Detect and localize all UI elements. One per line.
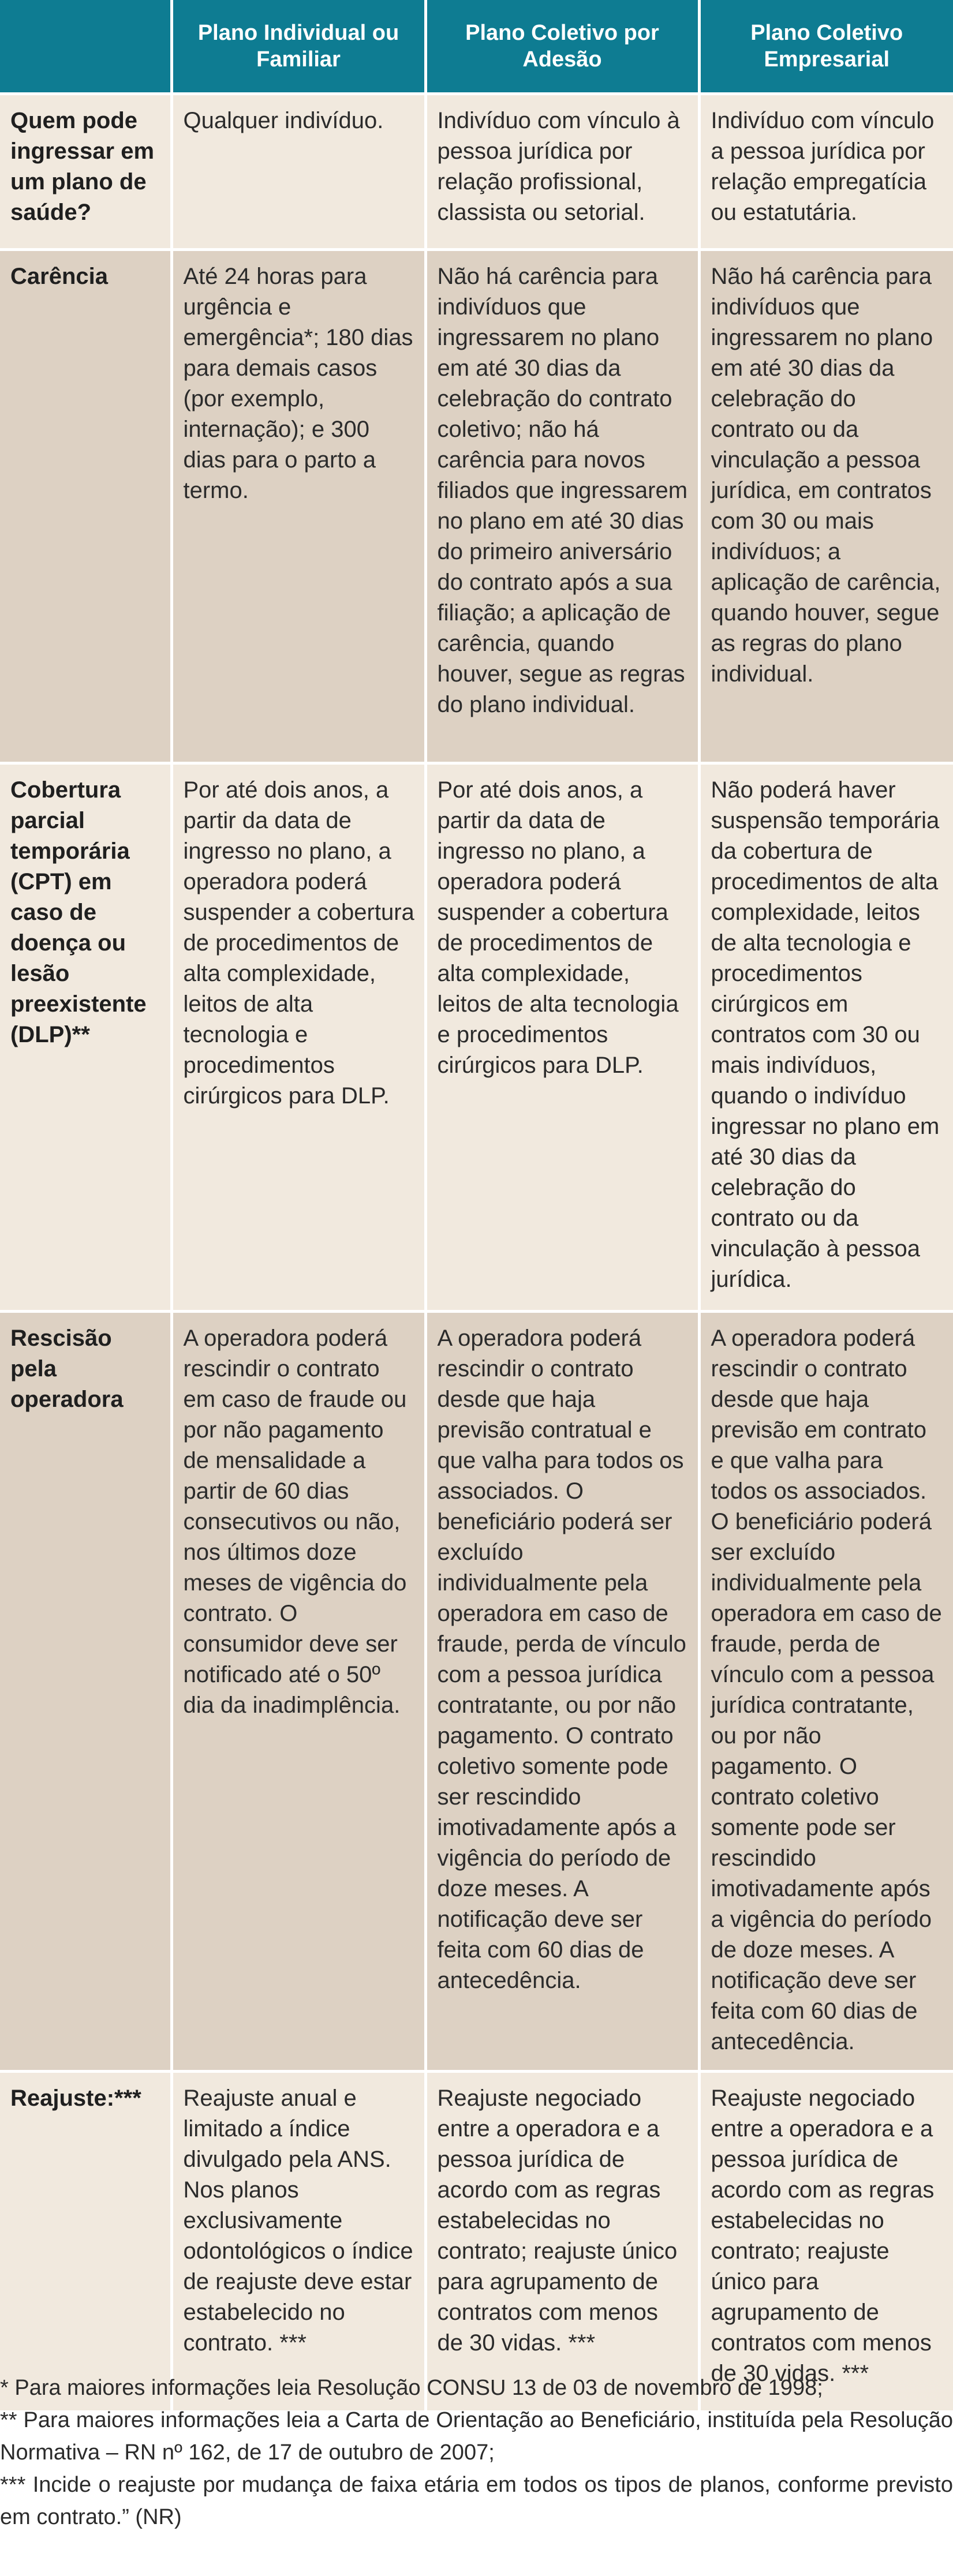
header-individual: Plano Individual ou Familiar bbox=[171, 0, 425, 94]
row-label: Carência bbox=[0, 250, 171, 763]
row-label: Reajuste:*** bbox=[0, 2072, 171, 2412]
cell-individual: A operadora poderá rescindir o contrato em caso de fraude ou por não pagamento de mensalidade a partir de 60 dias consecutivos ou não, nos últimos doze meses de vigência do contrato. O consumidor deve ser notificado até o 50º dia da inadimplência. bbox=[171, 1312, 425, 2072]
cell-empresarial: Não há carência para indivíduos que ingressarem no plano em até 30 dias da celebração do contrato ou da vinculação a pessoa jurídica, em contratos com 30 ou mais indivíduos; a aplicação de carência, quando houver, segue as regras do plano individual. bbox=[699, 250, 953, 763]
cell-empresarial: Reajuste negociado entre a operadora e a pessoa jurídica de acordo com as regras estabelecidas no contrato; reajuste único para agrupamento de contratos com menos de 30 vidas. *** bbox=[699, 2072, 953, 2412]
row-label: Cobertura parcial temporária (CPT) em caso de doença ou lesão preexistente (DLP)** bbox=[0, 763, 171, 1312]
table-row bbox=[0, 763, 953, 1312]
footnote-consu: * Para maiores informações leia Resolução CONSU 13 de 03 de novembro de 1998; bbox=[0, 2376, 823, 2400]
cell-individual: Por até dois anos, a partir da data de ingresso no plano, a operadora poderá suspender a cobertura de procedimentos de alta complexidade, leitos de alta tecnologia e procedimentos cirúrgicos para DLP. bbox=[171, 763, 425, 1312]
cell-individual: Reajuste anual e limitado a índice divulgado pela ANS. Nos planos exclusivamente odontológicos o índice de reajuste deve estar estabelecido no contrato. *** bbox=[171, 2072, 425, 2412]
table-row bbox=[0, 94, 953, 250]
cell-empresarial: Não poderá haver suspensão temporária da cobertura de procedimentos de alta complexidade, leitos de alta tecnologia e procedimentos cirúrgicos em contratos com 30 ou mais indivíduos, quando o indivíduo ingressar no plano em até 30 dias da celebração do contrato ou da vinculação à pessoa jurídica. bbox=[699, 763, 953, 1312]
row-label: Rescisão pela operadora bbox=[0, 1312, 171, 2072]
table-row bbox=[0, 250, 953, 763]
cell-adesao: Não há carência para indivíduos que ingressarem no plano em até 30 dias da celebração do contrato coletivo; não há carência para novos filiados que ingressarem no plano em até 30 dias do primeiro aniversário do contrato após a sua filiação; a aplicação de carência, quando houver, segue as regras do plano individual. bbox=[425, 250, 699, 763]
footnote-reajuste-faixa-etaria: *** Incide o reajuste por mudança de faixa etária em todos os tipos de planos, conforme previsto em contrato.” (NR) bbox=[0, 2473, 953, 2529]
cell-adesao: Reajuste negociado entre a operadora e a pessoa jurídica de acordo com as regras estabelecidas no contrato; reajuste único para agrupamento de contratos com menos de 30 vidas. *** bbox=[425, 2072, 699, 2412]
cell-empresarial: Indivíduo com vínculo a pessoa jurídica por relação empregatícia ou estatutária. bbox=[699, 94, 953, 250]
header-adesao: Plano Coletivo por Adesão bbox=[425, 0, 699, 94]
cell-adesao: Indivíduo com vínculo à pessoa jurídica por relação profissional, classista ou setorial. bbox=[425, 94, 699, 250]
cell-individual: Até 24 horas para urgência e emergência*; 180 dias para demais casos (por exemplo, internação); e 300 dias para o parto a termo. bbox=[171, 250, 425, 763]
row-label: Quem pode ingressar em um plano de saúde? bbox=[0, 94, 171, 250]
footnote-carta-orientacao: ** Para maiores informações leia a Carta de Orientação ao Beneficiário, instituída pela Resolução Normativa – RN nº 162, de 17 de outubro de 2007; bbox=[0, 2408, 953, 2465]
table-row bbox=[0, 1312, 953, 2072]
cell-adesao: A operadora poderá rescindir o contrato desde que haja previsão contratual e que valha para todos os associados. O beneficiário poderá ser excluído individualmente pela operadora em caso de fraude, perda de vínculo com a pessoa jurídica contratante, ou por não pagamento. O contrato coletivo somente pode ser rescindido imotivadamente após a vigência do período de doze meses. A notificação deve ser feita com 60 dias de antecedência. bbox=[425, 1312, 699, 2072]
footnotes bbox=[0, 2372, 953, 2533]
table-row bbox=[0, 2072, 953, 2412]
cell-individual: Qualquer indivíduo. bbox=[171, 94, 425, 250]
header-corner bbox=[0, 0, 171, 94]
cell-adesao: Por até dois anos, a partir da data de ingresso no plano, a operadora poderá suspender a cobertura de procedimentos de alta complexidade, leitos de alta tecnologia e procedimentos cirúrgicos para DLP. bbox=[425, 763, 699, 1312]
cell-empresarial: A operadora poderá rescindir o contrato desde que haja previsão em contrato e que valha para todos os associados. O beneficiário poderá ser excluído individualmente pela operadora em caso de fraude, perda de vínculo com a pessoa jurídica contratante, ou por não pagamento. O contrato coletivo somente pode ser rescindido imotivadamente após a vigência do período de doze meses. A notificação deve ser feita com 60 dias de antecedência. bbox=[699, 1312, 953, 2072]
table-header-row bbox=[0, 0, 953, 94]
header-empresarial: Plano Coletivo Empresarial bbox=[699, 0, 953, 94]
